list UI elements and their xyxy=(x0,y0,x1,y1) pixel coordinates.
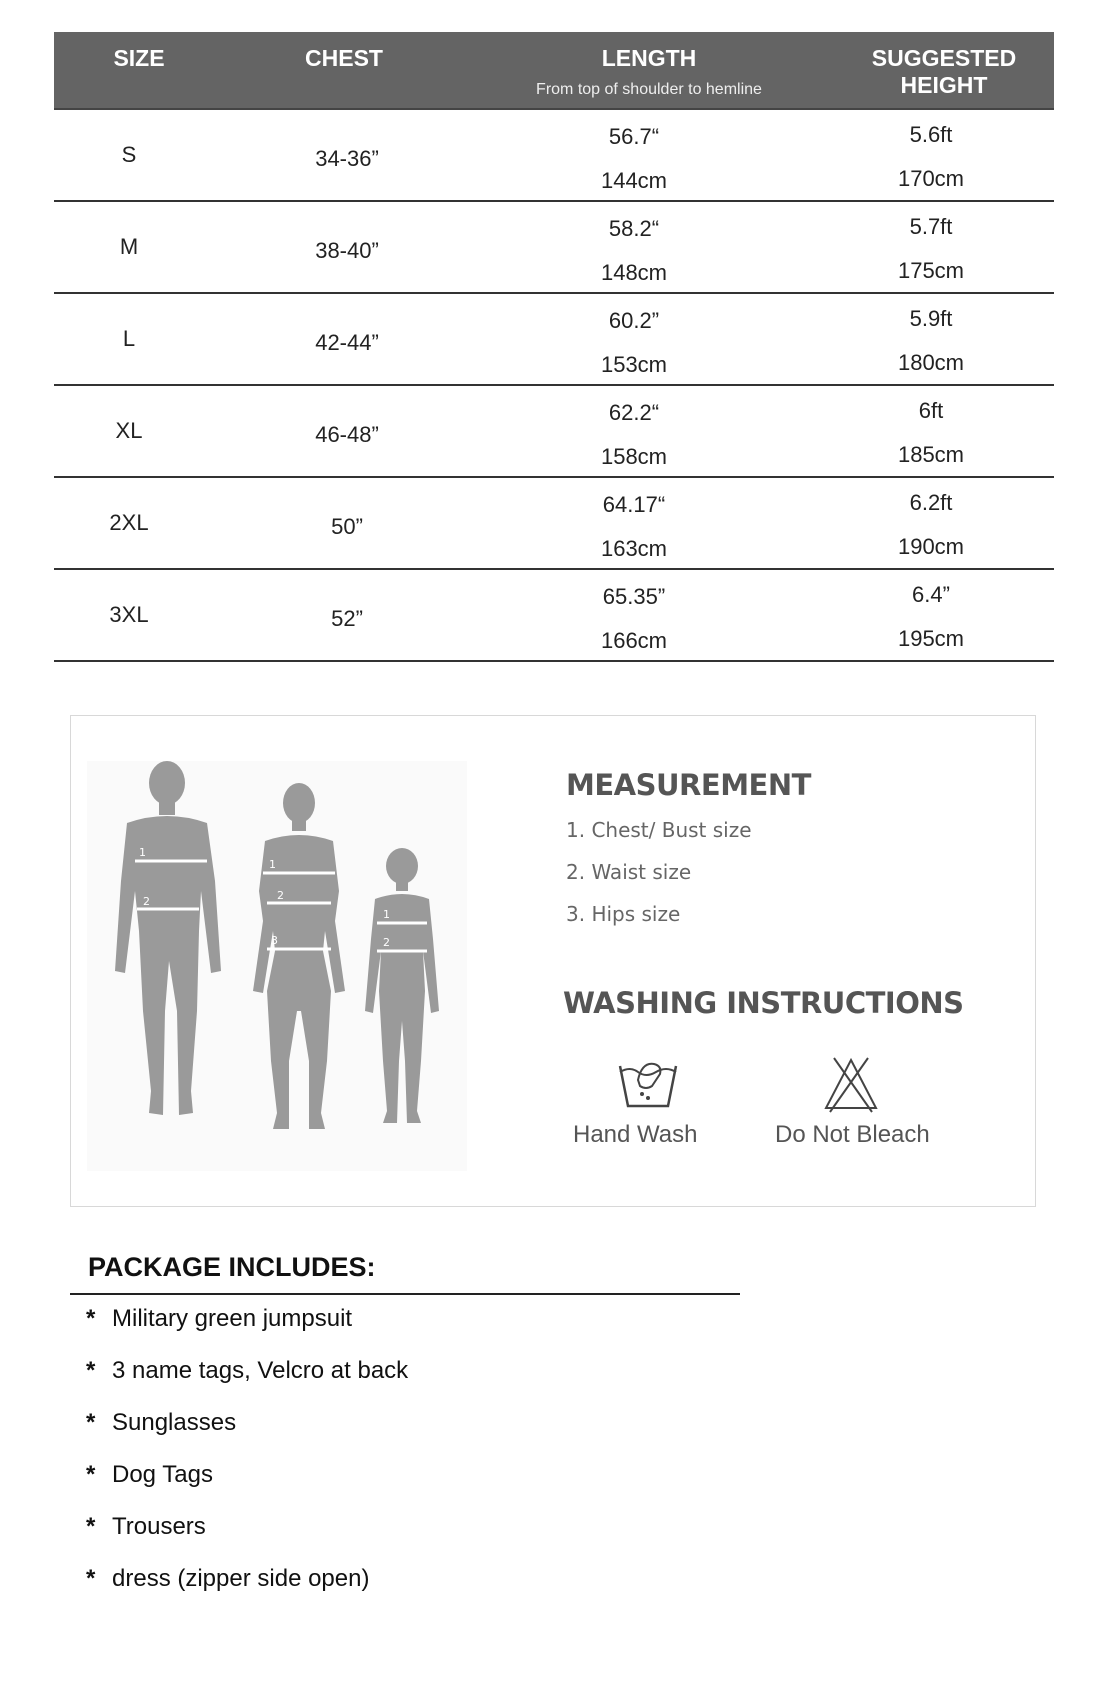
measurement-panel xyxy=(70,715,1036,1207)
cell-size: 3XL xyxy=(109,602,149,627)
cell-size: L xyxy=(122,326,136,351)
male-figure-icon xyxy=(115,761,221,1115)
package-list xyxy=(86,1305,408,1617)
table-row xyxy=(54,110,1054,202)
table-row xyxy=(54,478,1054,570)
body-measurement-figures xyxy=(87,761,467,1171)
bullet: * xyxy=(86,1513,96,1540)
cell-chest: 50” xyxy=(331,514,363,539)
cell-chest: 34-36” xyxy=(315,146,379,171)
header-chest: CHEST xyxy=(305,45,383,71)
child-figure-icon xyxy=(365,848,439,1123)
cell-chest: 42-44” xyxy=(315,330,379,355)
no-bleach-label: Do Not Bleach xyxy=(775,1121,930,1148)
cell-height: 5.6ft 170cm xyxy=(897,122,965,191)
marker-1: 1 xyxy=(383,908,390,921)
cell-size: M xyxy=(119,234,139,259)
marker-1: 1 xyxy=(269,858,276,871)
bullet: * xyxy=(86,1565,96,1592)
measurement-item: 2. Waist size xyxy=(566,860,692,884)
female-figure-icon xyxy=(253,783,345,1129)
cell-height: 6ft 185cm xyxy=(897,398,965,467)
bullet: * xyxy=(86,1357,96,1384)
header-suggested-height: SUGGESTED HEIGHT xyxy=(871,45,1017,98)
cell-height: 5.9ft 180cm xyxy=(897,306,965,375)
cell-height: 6.2ft 190cm xyxy=(897,490,965,559)
list-item: * Dog Tags xyxy=(86,1461,213,1488)
bullet: * xyxy=(86,1409,96,1436)
table-row xyxy=(54,202,1054,294)
header-length: LENGTH From top of shoulder to hemline xyxy=(464,32,834,108)
marker-2: 2 xyxy=(383,936,390,949)
list-item: * 3 name tags, Velcro at back xyxy=(86,1357,409,1384)
cell-chest: 38-40” xyxy=(315,238,379,263)
cell-length: 58.2“ 148cm xyxy=(600,216,668,285)
size-chart-table xyxy=(54,32,1054,662)
cell-length: 65.35” 166cm xyxy=(600,584,668,653)
header-size: SIZE xyxy=(113,45,165,71)
marker-2: 2 xyxy=(277,889,284,902)
table-row xyxy=(54,570,1054,662)
washing-heading: WASHING INSTRUCTIONS xyxy=(563,986,964,1020)
cell-size: XL xyxy=(115,418,143,443)
list-item: * dress (zipper side open) xyxy=(86,1565,370,1592)
measurement-heading: MEASUREMENT xyxy=(566,768,811,802)
cell-length: 62.2“ 158cm xyxy=(600,400,668,469)
cell-length: 64.17“ 163cm xyxy=(600,492,668,561)
cell-length: 60.2” 153cm xyxy=(600,308,668,377)
cell-height: 5.7ft 175cm xyxy=(897,214,965,283)
hand-wash-icon xyxy=(616,1056,680,1115)
bullet: * xyxy=(86,1305,96,1332)
table-row xyxy=(54,386,1054,478)
header-length-subtitle: From top of shoulder to hemline xyxy=(536,81,762,98)
table-row xyxy=(54,294,1054,386)
measurement-item: 1. Chest/ Bust size xyxy=(566,818,752,842)
measurement-item: 3. Hips size xyxy=(566,902,681,926)
package-divider xyxy=(70,1293,740,1295)
cell-chest: 52” xyxy=(331,606,363,631)
cell-chest: 46-48” xyxy=(315,422,379,447)
cell-size: S xyxy=(121,142,137,167)
marker-3: 3 xyxy=(271,934,278,947)
bullet: * xyxy=(86,1461,96,1488)
marker-1: 1 xyxy=(139,846,146,859)
cell-size: 2XL xyxy=(109,510,149,535)
cell-length: 56.7“ 144cm xyxy=(600,124,668,193)
body-silhouettes-illustration xyxy=(87,761,467,1171)
list-item: * Sunglasses xyxy=(86,1409,237,1436)
size-chart-header xyxy=(54,32,1054,110)
hand-wash-label: Hand Wash xyxy=(573,1121,698,1148)
list-item: * Trousers xyxy=(86,1513,206,1540)
no-bleach-icon xyxy=(822,1056,880,1119)
list-item: * Military green jumpsuit xyxy=(86,1305,353,1332)
marker-2: 2 xyxy=(143,895,150,908)
package-heading: PACKAGE INCLUDES: xyxy=(88,1252,376,1282)
cell-height: 6.4” 195cm xyxy=(897,582,965,651)
